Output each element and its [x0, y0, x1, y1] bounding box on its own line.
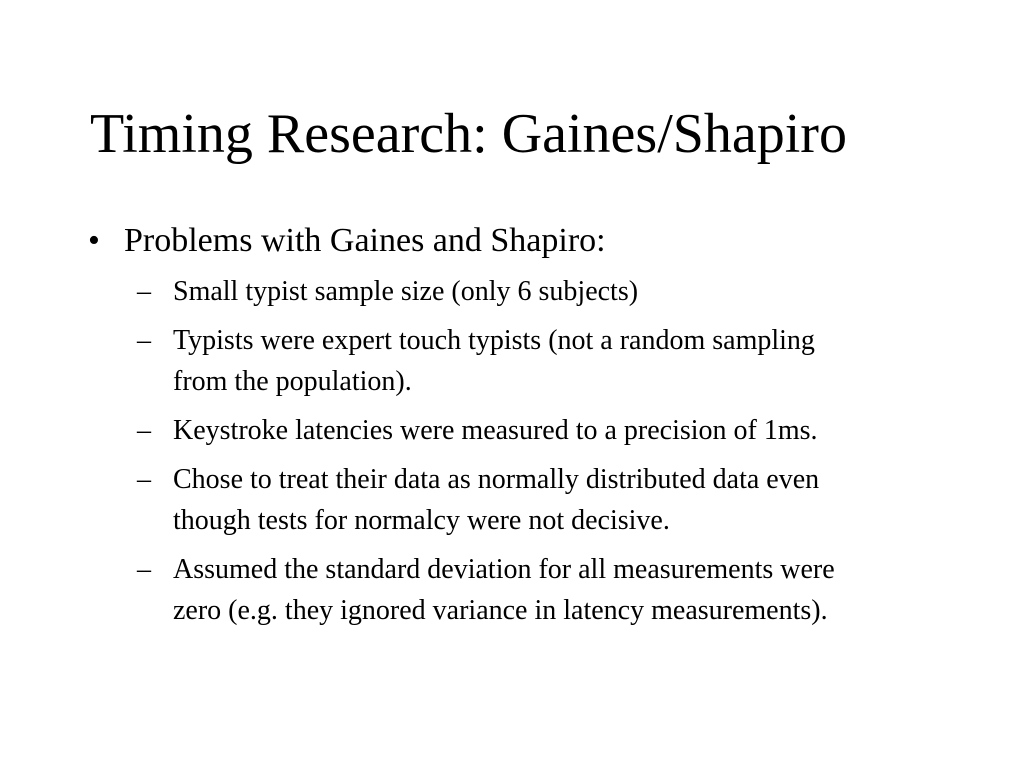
- bullet-list: [88, 221, 948, 639]
- bullet-item: [88, 221, 948, 631]
- sub-bullet-item: [137, 549, 873, 631]
- bullet-text: Problems with Gaines and Shapiro:: [124, 222, 606, 259]
- sub-bullet-item: [137, 320, 873, 402]
- sub-bullet-item: [137, 459, 873, 541]
- sub-bullet-text: Typists were expert touch typists (not a random sampling from the population).: [173, 325, 815, 397]
- sub-bullet-text: Chose to treat their data as normally distributed data even though tests for normalcy were not decisive.: [173, 464, 820, 536]
- sub-bullet-item: [137, 271, 873, 312]
- sub-bullet-text: Keystroke latencies were measured to a precision of 1ms.: [173, 415, 818, 446]
- sub-bullet-item: [137, 410, 873, 451]
- sub-bullet-marker: –: [137, 554, 151, 585]
- bullet-marker: •: [88, 222, 100, 259]
- sub-bullet-marker: –: [137, 415, 151, 446]
- sub-bullet-marker: –: [137, 276, 151, 307]
- slide-title: Timing Research: Gaines/Shapiro: [90, 103, 847, 165]
- sub-bullet-marker: –: [137, 464, 151, 495]
- sub-bullet-text: Small typist sample size (only 6 subjects): [173, 276, 639, 307]
- sub-bullet-marker: –: [137, 325, 151, 356]
- sub-bullet-text: Assumed the standard deviation for all measurements were zero (e.g. they ignored variance in latency measurements).: [173, 554, 835, 626]
- sub-bullet-list: [124, 271, 948, 631]
